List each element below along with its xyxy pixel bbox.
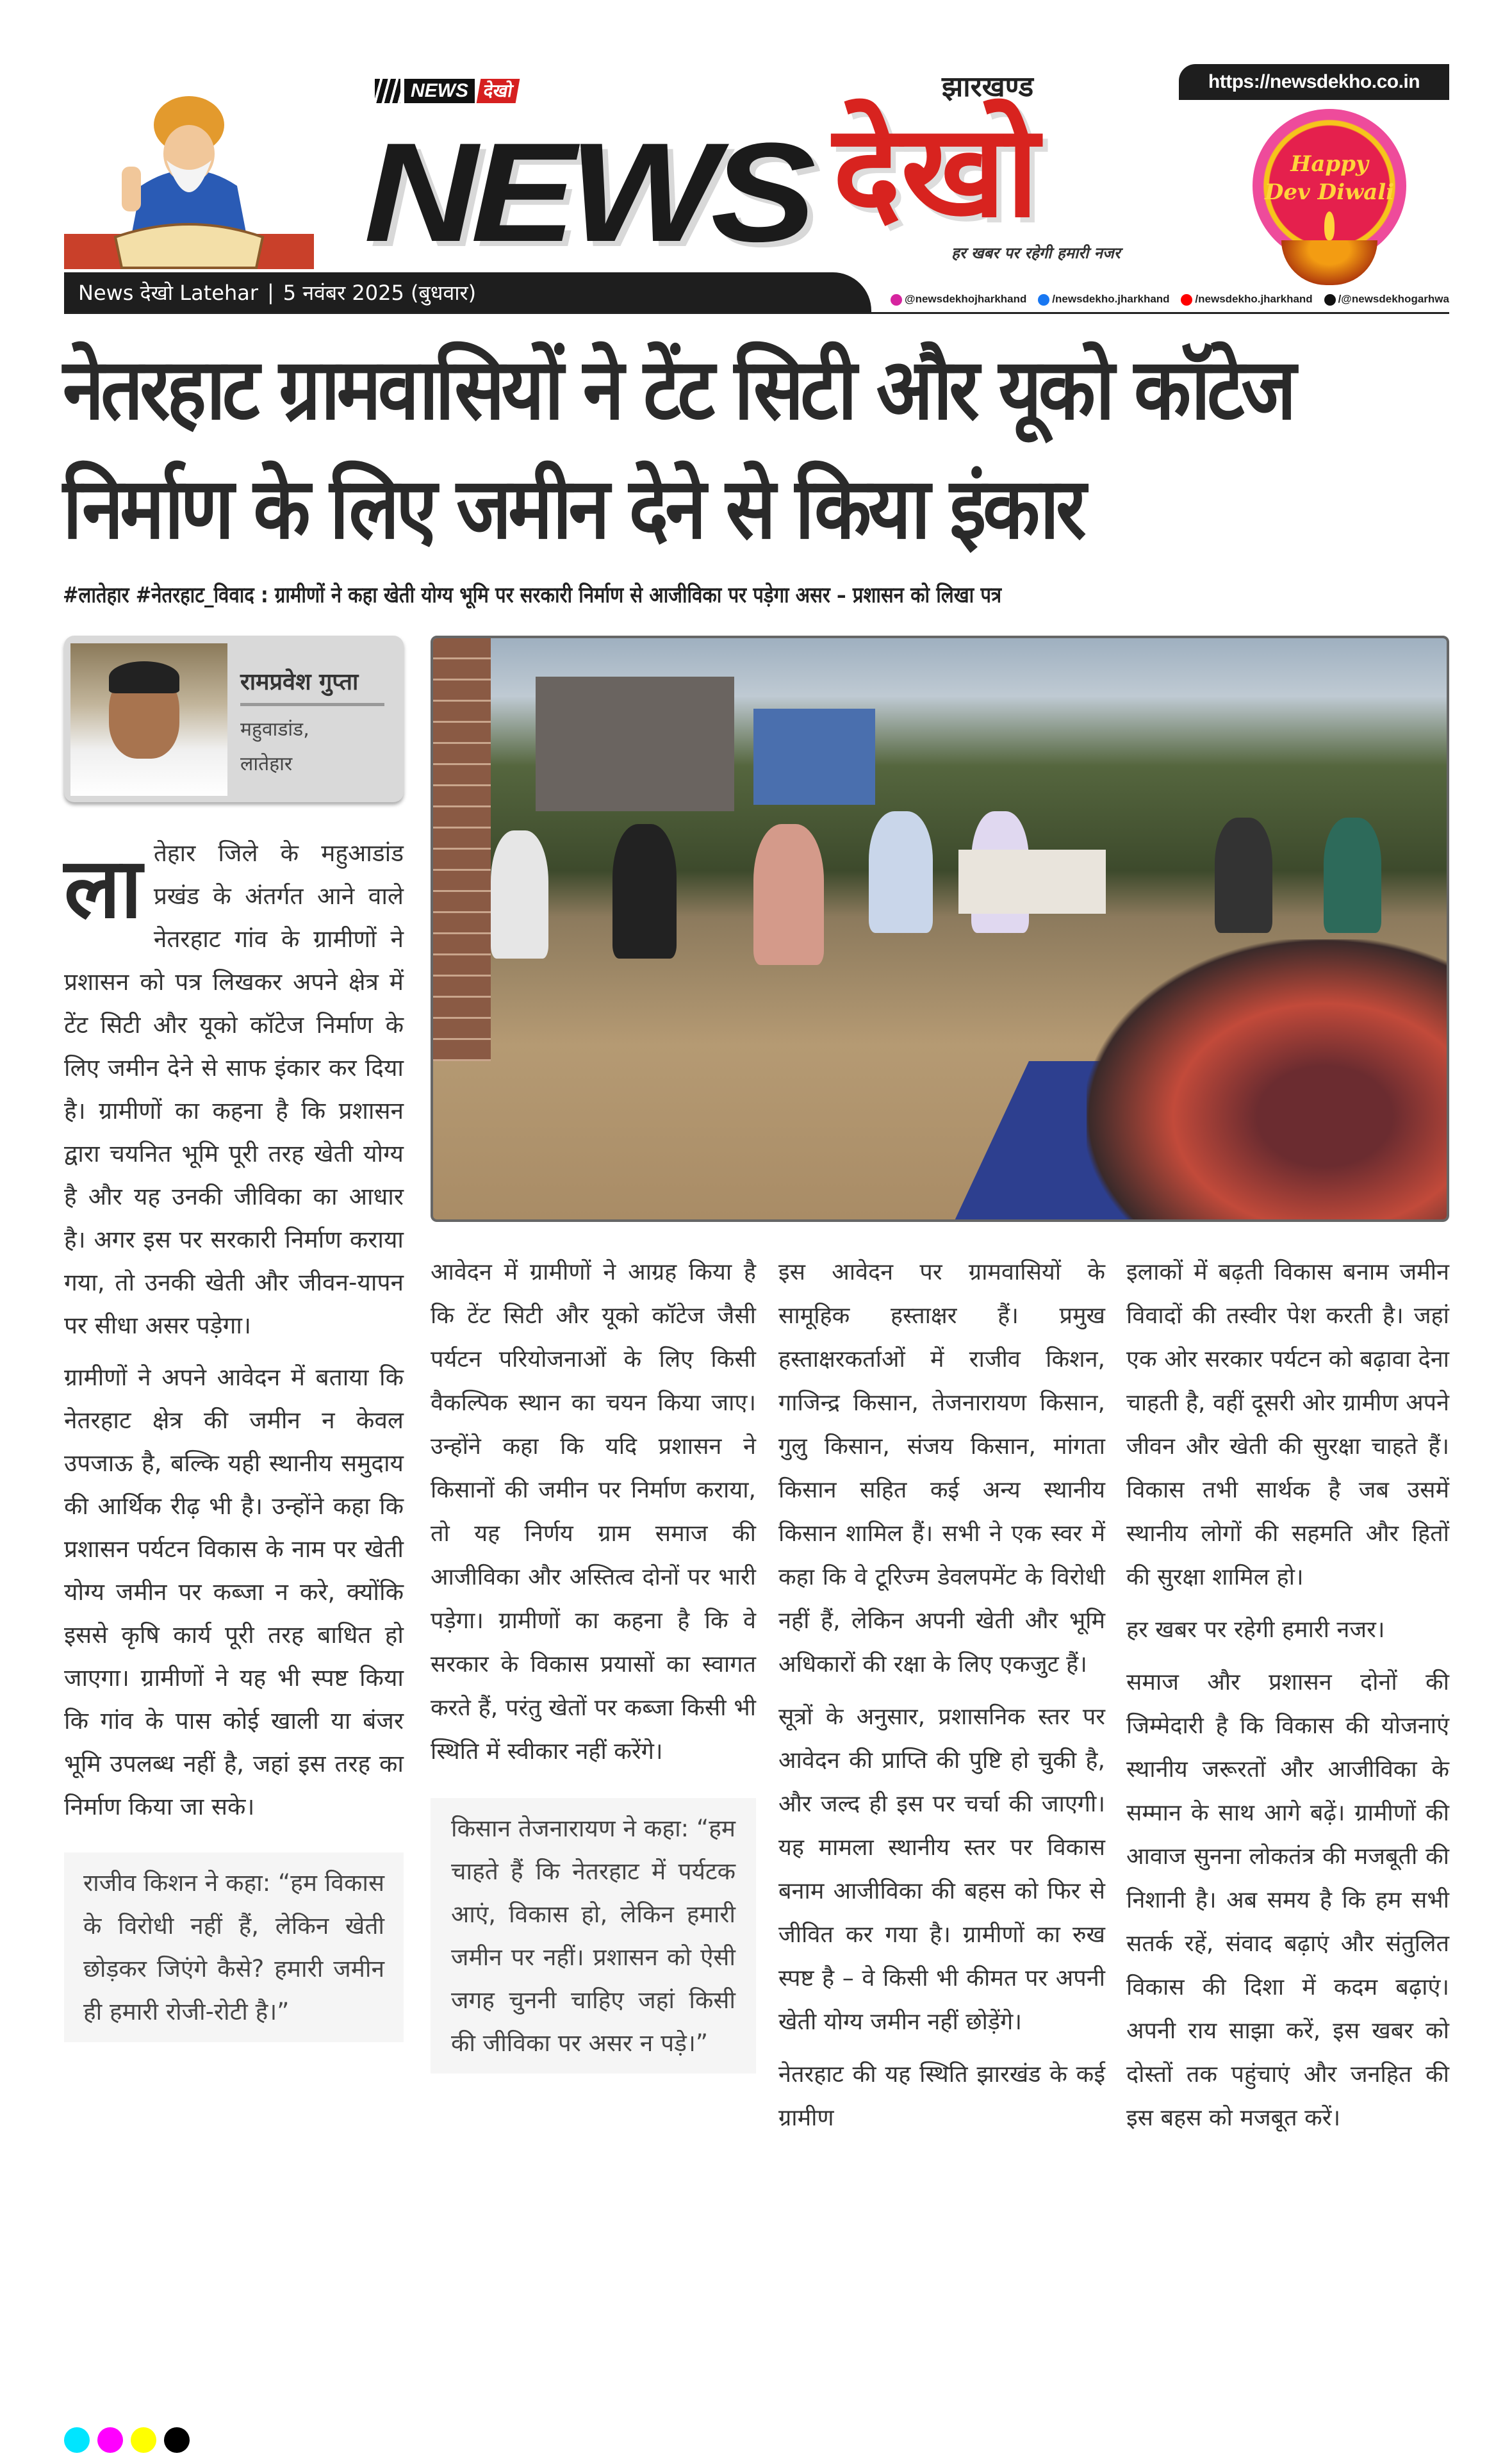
author-byline-card	[64, 636, 404, 802]
x-icon	[1324, 294, 1336, 306]
cyan-dot	[64, 2427, 90, 2453]
youtube-icon	[1181, 294, 1192, 306]
region-label: झारखण्ड	[942, 70, 1034, 103]
edition-date: 5 नवंबर 2025 (बुधवार)	[283, 280, 477, 305]
small-news-logo	[375, 78, 518, 104]
edition-date-bar	[64, 272, 871, 312]
diya-flame-icon	[1324, 211, 1335, 240]
article-column-1	[64, 832, 404, 2042]
social-x[interactable]: /@newsdekhogarhwa	[1324, 292, 1449, 307]
tagline: हर खबर पर रहेगी हमारी नजर	[951, 244, 1121, 262]
paragraph: नेतरहाट की यह स्थिति झारखंड के कई ग्रामीण	[778, 2061, 1105, 2131]
social-handles	[891, 292, 1449, 307]
social-facebook[interactable]: /newsdekho.jharkhand	[1038, 292, 1169, 307]
instagram-icon	[891, 294, 902, 306]
paragraph: इलाकों में बढ़ती विकास बनाम जमीन विवादों की तस्वीर पेश करती है। जहां एक ओर सरकार पर्यटन को बढ़ावा देना चाहती है, वहीं दूसरी ओर ग्रामीण अपने जीवन और खेती की सुरक्षा चाहते हैं। विकास तभी सार्थक है जब उसमें स्थानीय लोगों की सहमति और हितों की सुरक्षा शामिल हो।	[1126, 1259, 1449, 1590]
edition-name: News देखो Latehar	[78, 280, 258, 305]
paragraph: सूत्रों के अनुसार, प्रशासनिक स्तर पर आवेदन की प्राप्ति की पुष्टि हो चुकी है, और जल्द ही इस पर चर्चा की जाएगी। यह मामला स्थानीय स्तर पर विकास बनाम आजीविका की बहस को फिर से जीवित कर गया है। ग्रामीणों का रुख स्पष्ट है – वे किसी भी कीमत पर अपनी खेती योग्य जमीन नहीं छोड़ेंगे।	[778, 1704, 1105, 2035]
date-separator: |	[267, 280, 274, 304]
greeting-line2: Dev Diwali	[1264, 179, 1395, 205]
brand-dekho-wordmark: देखो	[833, 97, 1039, 246]
paragraph: समाज और प्रशासन दोनों की जिम्मेदारी है कि विकास की योजनाएं स्थानीय जरूरतों और आजीविका के सम्मान के साथ आगे बढ़ें। ग्रामीणों की आवाज सुनना लोकतंत्र की मजबूती की निशानी है। अब समय है कि हम सभी सतर्क रहें, संवाद बढ़ाएं और संतुलित विकास की दिशा में कदम बढ़ाएं। अपनी राय साझा करें, इस खबर को दोस्तों तक पहुंचाएं और जनहित की इस बहस को मजबूत करें।	[1126, 1669, 1449, 2131]
paragraph: ग्रामीणों ने अपने आवेदन में बताया कि नेतरहाट क्षेत्र की जमीन न केवल उपजाऊ है, बल्कि यही स्थानीय समुदाय की आर्थिक रीढ़ भी है। उन्होंने कहा कि प्रशासन पर्यटन विकास के नाम पर खेती योग्य जमीन पर कब्जा न करे, क्योंकि इससे कृषि कार्य पूरी तरह बाधित हो जाएगा। ग्रामीणों ने यह भी स्पष्ट किया कि गांव के पास कोई खाली या बंजर भूमि उपलब्ध नहीं है, जहां इस तरह का निर्माण किया जा सके।	[64, 1364, 404, 1820]
article-column-3	[778, 1251, 1105, 2149]
black-dot	[164, 2427, 190, 2453]
dev-diwali-badge	[1246, 109, 1413, 288]
masthead-divider	[64, 312, 1449, 314]
author-name: रामप्रवेश गुप्ता	[240, 669, 359, 695]
greeting-line1: Happy	[1290, 151, 1368, 177]
website-url[interactable]: https://newsdekho.co.in	[1179, 64, 1449, 100]
magenta-dot	[97, 2427, 123, 2453]
logo-stripes-icon	[375, 79, 400, 103]
paragraph: हर खबर पर रहेगी हमारी नजर।	[1126, 1617, 1385, 1643]
social-instagram[interactable]: @newsdekhojharkhand	[891, 292, 1026, 307]
article-photo-village-meeting	[431, 636, 1449, 1222]
paragraph: तेहार जिले के महुआडांड प्रखंड के अंतर्गत आने वाले नेतरहाट गांव के ग्रामीणों ने प्रशासन को पत्र लिखकर अपने क्षेत्र में टेंट सिटी और यूको कॉटेज निर्माण के लिए जमीन देने से साफ इंकार कर दिया है। ग्रामीणों का कहना है कि प्रशासन द्वारा चयनित भूमि पूरी तरह खेती योग्य है और यह उनकी जीविका का आधार है। अगर इस पर सरकारी निर्माण कराया गया, तो उनकी खेती और जीवन-यापन पर सीधा असर पड़ेगा।	[64, 839, 404, 1339]
paragraph: आवेदन में ग्रामीणों ने आग्रह किया है कि टेंट सिटी और यूको कॉटेज जैसी पर्यटन परियोजनाओं के लिए किसी वैकल्पिक स्थान का चयन किया जाए। उन्होंने कहा कि यदि प्रशासन ने किसानों की जमीन पर निर्माण कराया, तो यह निर्णय ग्राम समाज की आजीविका और अस्तित्व दोनों पर भारी पड़ेगा। ग्रामीणों का कहना है कि वे सरकार के विकास प्रयासों का स्वागत करते हैं, परंतु खेतों पर कब्जा किसी भी स्थिति में स्वीकार नहीं करेंगे।	[431, 1259, 756, 1765]
headline-block	[63, 330, 1459, 609]
article-column-4	[1126, 1251, 1449, 2149]
diya-icon	[1281, 240, 1377, 285]
author-location: महुवाडांड, लातेहार	[240, 718, 309, 775]
small-logo-news: NEWS	[404, 79, 475, 103]
article-subhead: #लातेहार #नेतरहाट_विवाद : ग्रामीणों ने कहा खेती योग्य भूमि पर सरकारी निर्माण से आजीविका पर पड़ेगा असर – प्रशासन को लिखा पत्र	[63, 582, 1002, 608]
facebook-icon	[1038, 294, 1049, 306]
yellow-dot	[131, 2427, 156, 2453]
author-photo	[70, 643, 227, 796]
article-headline: नेतरहाट ग्रामवासियों ने टेंट सिटी और यूको कॉटेज निर्माण के लिए जमीन देने से किया इंकार	[63, 340, 1294, 558]
brand-news-wordmark: NEWS	[364, 113, 809, 271]
social-youtube[interactable]: /newsdekho.jharkhand	[1181, 292, 1312, 307]
cmyk-registration-marks	[64, 2427, 190, 2453]
article-column-2	[431, 1251, 756, 2074]
drop-cap: ला	[64, 839, 142, 937]
byline-divider	[240, 703, 384, 706]
small-logo-dekho: देखो	[477, 79, 520, 103]
pull-quote-tejnarayan: किसान तेजनारायण ने कहा: “हम चाहते हैं कि नेतरहाट में पर्यटक आएं, विकास हो, लेकिन हमारी जमीन पर नहीं। प्रशासन को ऐसी जगह चुननी चाहिए जहां किसी की जीविका पर असर न पड़े।”	[431, 1798, 756, 2074]
pull-quote-rajiv-kishan: राजीव किशन ने कहा: “हम विकास के विरोधी नहीं हैं, लेकिन खेती छोड़कर जिएंगे कैसे? हमारी जमीन ही हमारी रोजी-रोटी है।”	[64, 1852, 404, 2042]
paragraph: इस आवेदन पर ग्रामवासियों के सामूहिक हस्ताक्षर हैं। प्रमुख हस्ताक्षरकर्ताओं में राजीव किशन, गाजिन्द्र किसान, तेजनारायण किसान, गुलु किसान, संजय किसान, मांगता किसान सहित कई अन्य स्थानीय किसान शामिल हैं। सभी ने एक स्वर में कहा कि वे टूरिज्म डेवलपमेंट के विरोधी नहीं हैं, लेकिन अपनी खेती और भूमि अधिकारों की रक्षा के लिए एकजुट हैं।	[778, 1259, 1105, 1678]
guru-illustration	[64, 77, 314, 269]
